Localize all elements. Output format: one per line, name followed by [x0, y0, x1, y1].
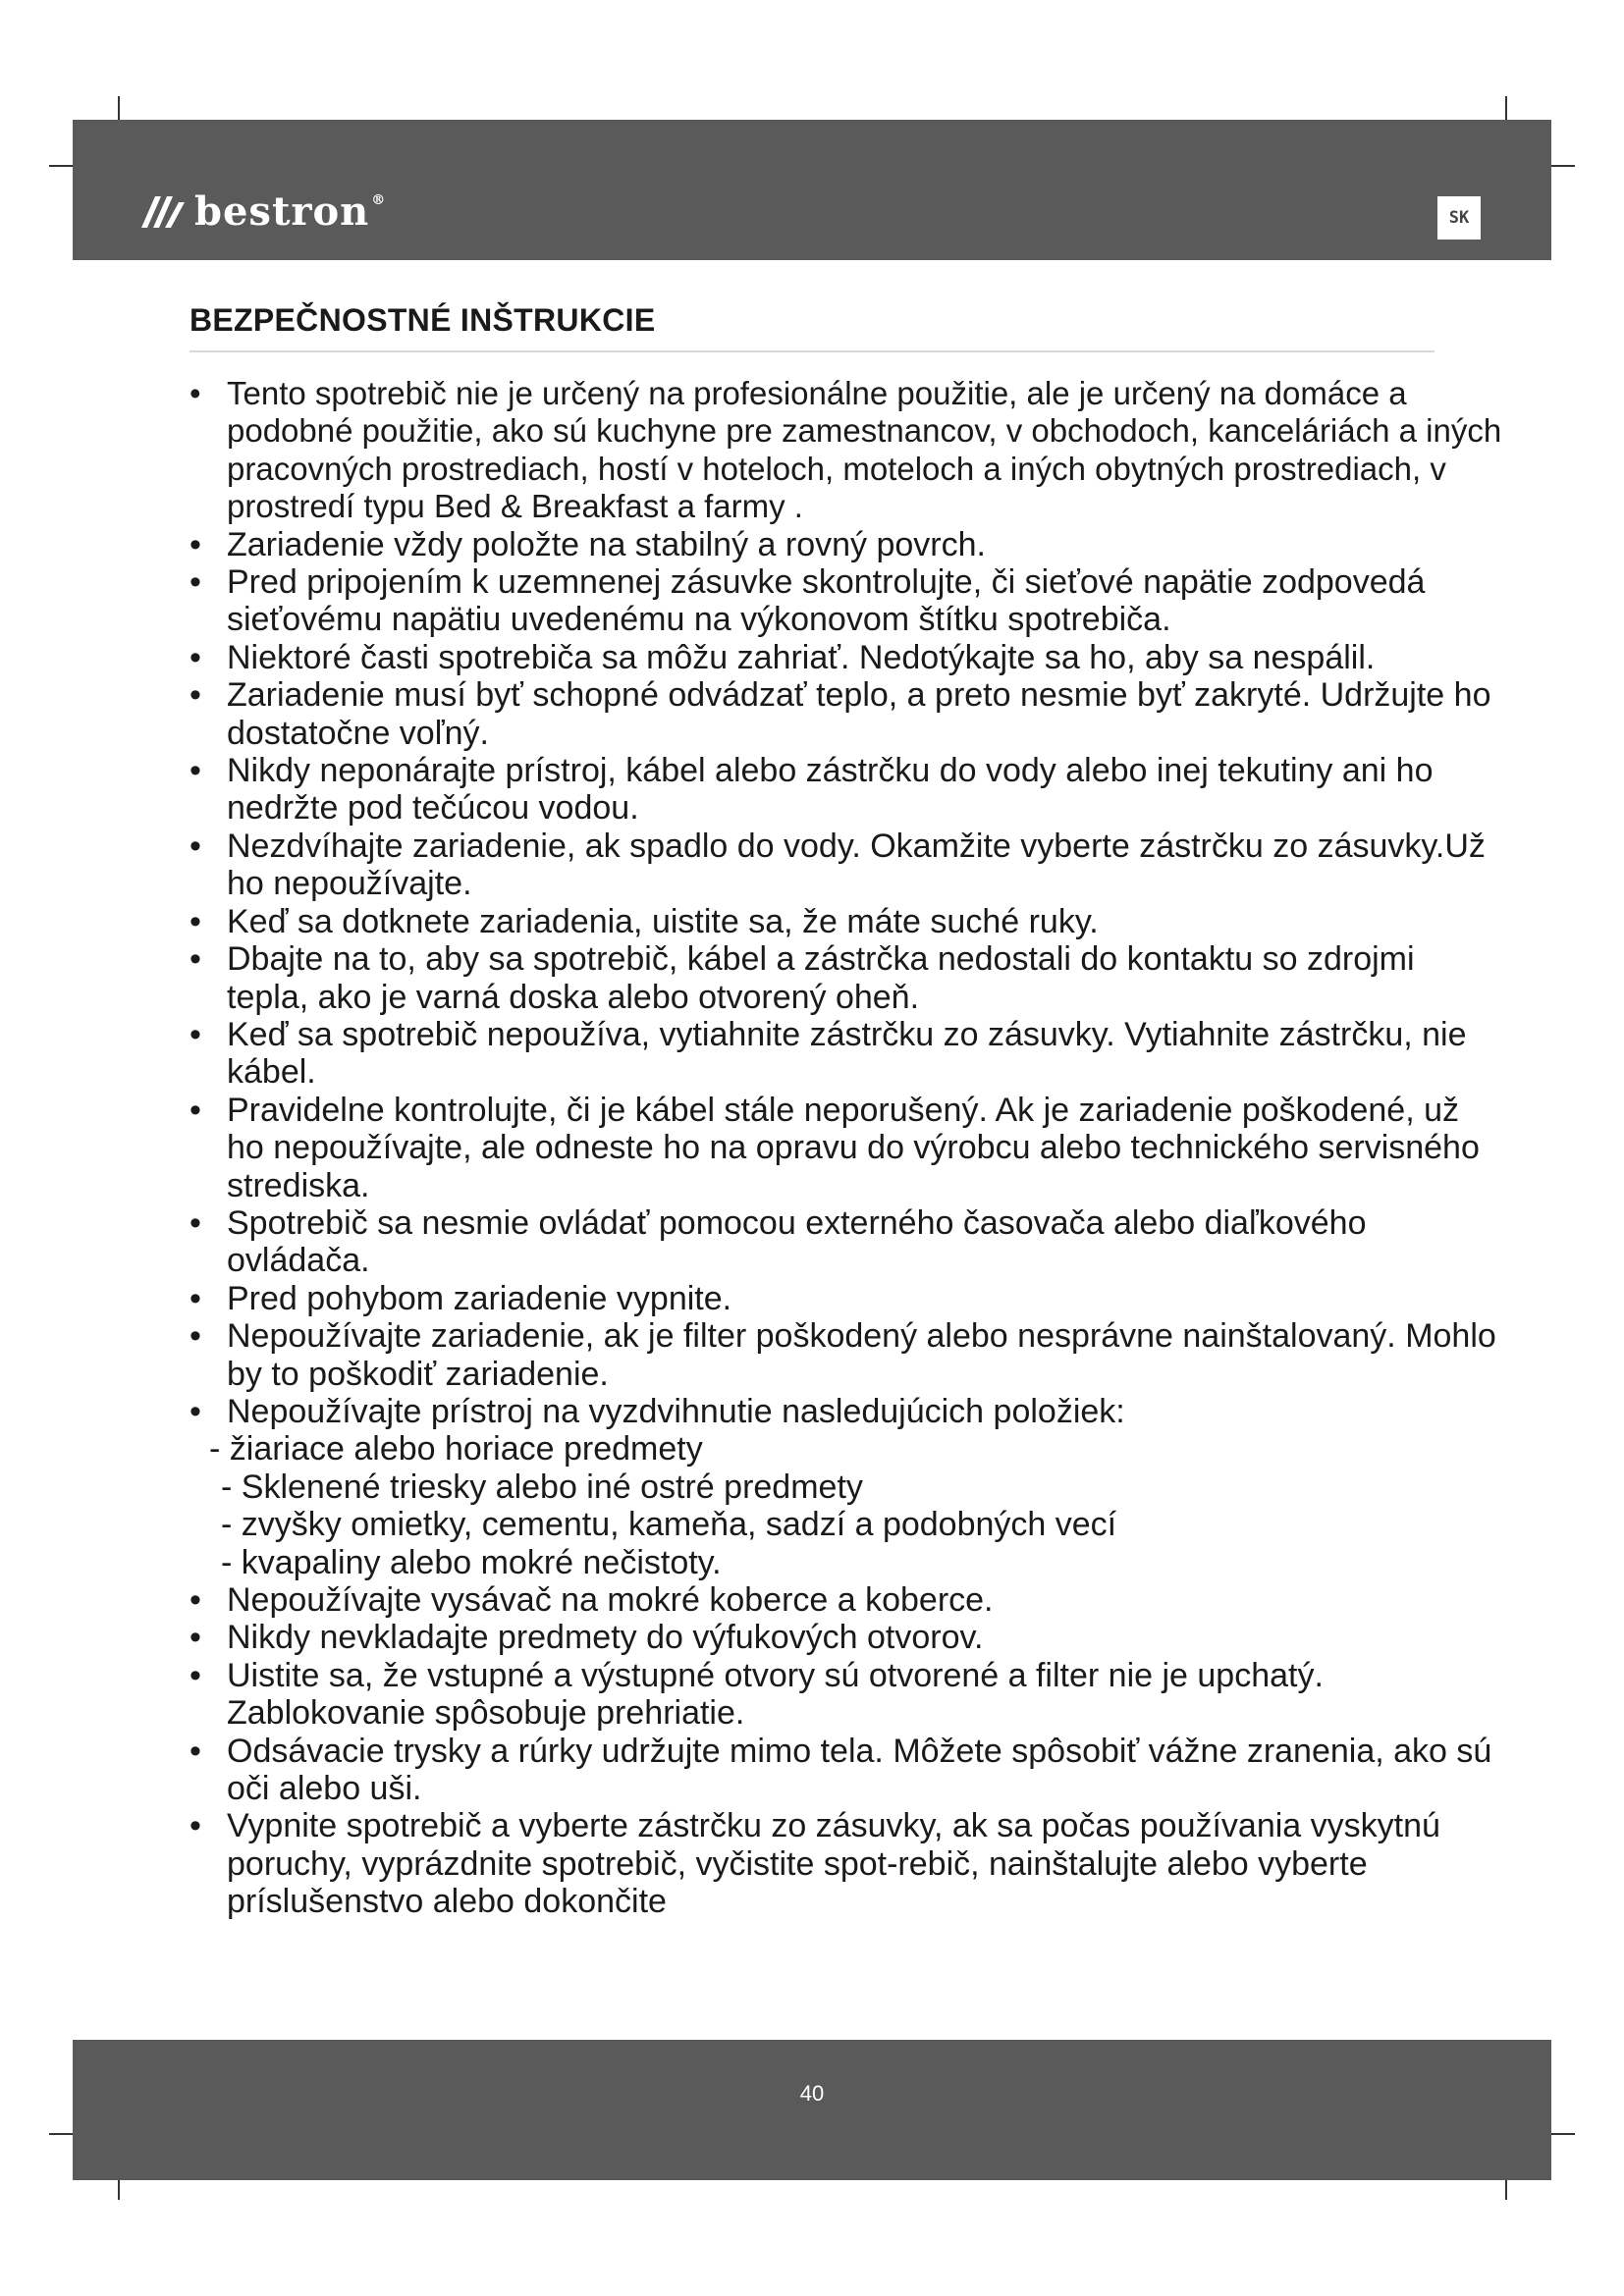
language-badge: SK: [1437, 196, 1481, 240]
header-bar: [73, 120, 1551, 260]
list-item: • Zariadenie musí byť schopné odvádzať teplo, a preto nesmie byť zakryté. Udržujte ho dostatočne voľný.: [189, 676, 1505, 752]
list-item: • Tento spotrebič nie je určený na profesionálne použitie, ale je určený na domáce a podobné použitie, ako sú kuchyne pre zamestnancov, v obchodoch, kanceláriách a iných pracovných prostrediach, hostí v hoteloch, moteloch a iných obytných prostrediach, v prostredí typu Bed & Breakfast a farmy .: [189, 375, 1505, 526]
list-item: • Keď sa dotknete zariadenia, uistite sa, že máte suché ruky.: [189, 903, 1505, 940]
list-item: • Uistite sa, že vstupné a výstupné otvory sú otvorené a filter nie je upchatý. Zablokovanie spôsobuje prehriatie.: [189, 1657, 1505, 1733]
list-item: • Dbajte na to, aby sa spotrebič, kábel a zástrčka nedostali do kontaktu so zdrojmi tepla, ako je varná doska alebo otvorený oheň.: [189, 940, 1505, 1016]
list-item: • Nikdy neponárajte prístroj, kábel alebo zástrčku do vody alebo inej tekutiny ani ho nedržte pod tečúcou vodou.: [189, 752, 1505, 828]
list-item: • Pravidelne kontrolujte, či je kábel stále neporušený. Ak je zariadenie poškodené, už ho nepoužívajte, ale odneste ho na opravu do výrobcu alebo technického servisného strediska.: [189, 1092, 1505, 1204]
registered-mark: ®: [371, 191, 387, 208]
list-item: • Nepoužívajte prístroj na vyzdvihnutie nasledujúcich položiek:: [189, 1393, 1505, 1430]
footer-bar: [73, 2040, 1551, 2180]
list-item: • Zariadenie vždy položte na stabilný a rovný povrch.: [189, 526, 1505, 563]
list-item: • Vypnite spotrebič a vyberte zástrčku zo zásuvky, ak sa počas používania vyskytnú poruchy, vyprázdnite spotrebič, vyčistite spot-rebič, nainštalujte alebo vyberte príslušenstvo alebo dokončite: [189, 1807, 1505, 1920]
sub-list-item: - kvapaliny alebo mokré nečistoty.: [221, 1543, 722, 1581]
sub-list-item: - zvyšky omietky, cementu, kameňa, sadzí a podobných vecí: [221, 1506, 1117, 1544]
brand-name: bestron: [194, 188, 370, 235]
section-title: BEZPEČNOSTNÉ INŠTRUKCIE: [189, 302, 656, 338]
list-item: • Keď sa spotrebič nepoužíva, vytiahnite zástrčku zo zásuvky. Vytiahnite zástrčku, nie kábel.: [189, 1016, 1505, 1092]
sub-list-item: - Sklenené triesky alebo iné ostré predmety: [221, 1468, 863, 1506]
list-item: • Pred pripojením k uzemnenej zásuvke skontrolujte, či sieťové napätie zodpovedá sieťovému napätiu uvedenému na výkonovom štítku spotrebiča.: [189, 563, 1505, 639]
page-number: 40: [799, 2081, 825, 2106]
list-item: • Nikdy nevkladajte predmety do výfukových otvorov.: [189, 1619, 1505, 1656]
list-item: • Odsávacie trysky a rúrky udržujte mimo tela. Môžete spôsobiť vážne zranenia, ako sú oči alebo uši.: [189, 1733, 1505, 1808]
list-item: • Niektoré časti spotrebiča sa môžu zahriať. Nedotýkajte sa ho, aby sa nespálil.: [189, 639, 1505, 676]
instructions-list: [189, 375, 1505, 1921]
brand-logo: [139, 188, 386, 235]
list-item: • Nezdvíhajte zariadenie, ak spadlo do vody. Okamžite vyberte zástrčku zo zásuvky.Už ho nepoužívajte.: [189, 828, 1505, 903]
sub-list-item: - žiariace alebo horiace predmety: [209, 1430, 703, 1468]
list-item: • Nepoužívajte vysávač na mokré koberce a koberce.: [189, 1581, 1505, 1619]
list-item: • Pred pohybom zariadenie vypnite.: [189, 1280, 1505, 1317]
list-item: • Spotrebič sa nesmie ovládať pomocou externého časovača alebo diaľkového ovládača.: [189, 1204, 1505, 1280]
list-item: • Nepoužívajte zariadenie, ak je filter poškodený alebo nesprávne nainštalovaný. Mohlo by to poškodiť zariadenie.: [189, 1317, 1505, 1393]
title-divider: [189, 350, 1435, 352]
chevrons-icon: [139, 192, 189, 232]
